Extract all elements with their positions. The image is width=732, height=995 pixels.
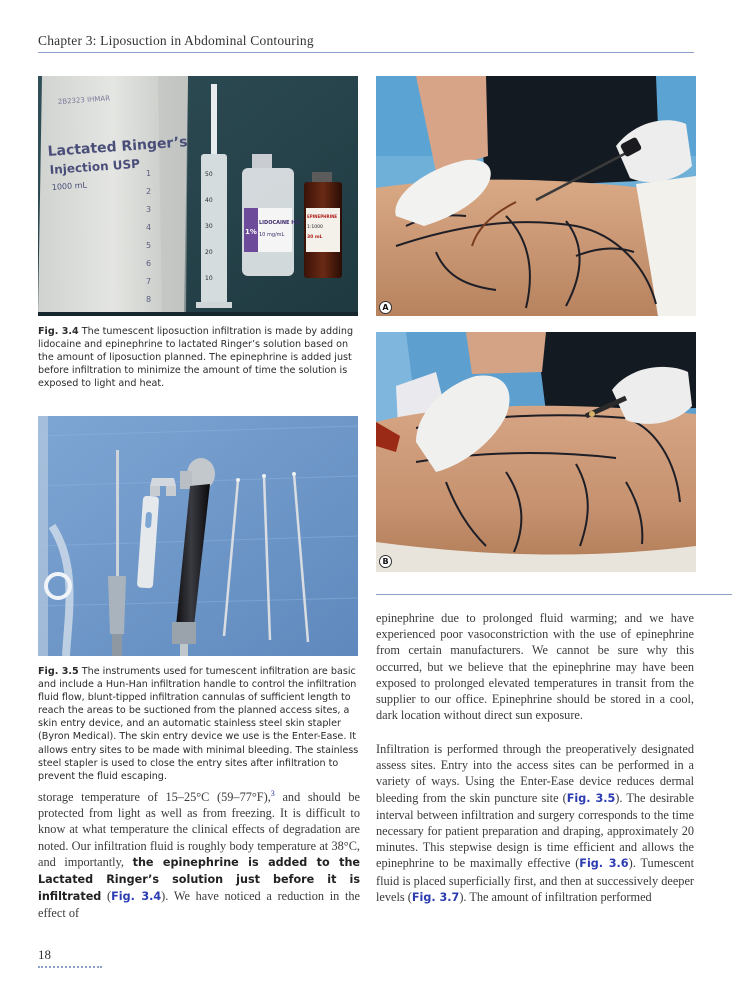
body-right-2-t1: Infiltration is performed through the preoperatively designated assess sites. Entry into the access sites can be performed in a variety of ways. Using the Enter-Ease device reduces dermal bleeding from the skin puncture site ( — [376, 742, 694, 805]
column-rule — [376, 594, 732, 595]
page-number: 18 — [38, 947, 51, 962]
syringe-scale-30: 30 — [205, 223, 213, 230]
fig-3-4-caption-text: The tumescent liposuction infiltration is made by adding lidocaine and epinephrine to lactated Ringer’s solution based on the amount of liposuction planned. The epinephrine is added just before infiltration to minimize the amount of time the solution is exposed to light and heat. — [38, 326, 354, 390]
body-left-paragraph — [38, 789, 360, 922]
lidocaine-conc-text: 10 mg/mL — [259, 232, 285, 238]
bag-scale-2: 2 — [146, 187, 152, 196]
syringe-scale-20: 20 — [205, 249, 213, 256]
footer-rule — [38, 966, 102, 968]
fig-3-5-photo — [38, 416, 358, 656]
body-left-t1: storage temperature of 15–25°C (59–77°F), — [38, 790, 271, 804]
fig-3-6b-badge: B — [379, 555, 392, 568]
header-rule — [38, 52, 694, 53]
bag-brand-text: Lactated Ringer’s — [47, 134, 189, 160]
syringe-scale-50: 50 — [205, 171, 213, 178]
fig-3-4-label: Fig. 3.4 — [38, 326, 79, 337]
syringe-scale-10: 10 — [205, 275, 213, 282]
fig-3-4-caption — [38, 325, 360, 390]
body-right-2-t4: ). The amount of infiltration performed — [459, 889, 652, 904]
body-left-bold: the epinephrine is added to the Lactated Ringer’s solution just before it is infiltrated — [38, 855, 360, 904]
bag-line2-text: Injection USP — [49, 156, 141, 177]
svg-text:2B2323 IHMAR: 2B2323 IHMAR — [57, 94, 111, 106]
epinephrine-name-text: EPINEPHRINE — [307, 214, 338, 219]
body-right-2-t2: ). The desirable interval between infiltration and surgery corresponds to the time necessary for patient preparation and draping, approximately 20 minutes. This stepwise design is time efficient and allows the epinephrine to be maximally effective ( — [376, 790, 694, 871]
fig-3-6a-photo — [376, 76, 696, 316]
bag-scale-6: 6 — [146, 259, 152, 268]
body-right-1-text: epinephrine due to prolonged fluid warming; and we have experienced poor vasoconstriction with the use of epinephrine from certain manufacturers. We cannot be sure why this occurred, but we believe that the epinephrine may have been exposed to prolonged elevated temperatures in transit from the supplier to our office. Epinephrine should be stored in a cool, dark location without direct sun exposure. — [376, 611, 694, 723]
bag-scale-7: 7 — [146, 277, 152, 286]
bag-scale-3: 3 — [146, 205, 152, 214]
syringe-scale-40: 40 — [205, 197, 213, 204]
ref-fig-3-7[interactable]: Fig. 3.7 — [411, 890, 460, 904]
bag-volume-text: 1000 mL — [51, 180, 88, 192]
bag-scale-1: 1 — [146, 169, 152, 178]
body-left-t2: and should be protected from light as well as from freezing. It is difficult to know at what temperature the clinical effects of degradation are noted. Our infiltration fluid is roughly body temperature at 38°C, and importantly, — [38, 790, 360, 869]
bag-scale-4: 4 — [146, 223, 152, 232]
fig-3-4-photo — [38, 76, 358, 316]
body-right-paragraph-1 — [376, 610, 694, 723]
lidocaine-name-text: LIDOCAINE HCl — [259, 220, 301, 226]
body-left-t3: ( — [101, 889, 112, 904]
ref-fig-3-6[interactable]: Fig. 3.6 — [579, 857, 629, 871]
fig-3-5-label: Fig. 3.5 — [38, 666, 79, 677]
fig-3-5-caption-text: The instruments used for tumescent infiltration are basic and include a Hun-Han infiltration handle to control the infiltration fluid flow, blunt-tipped infiltration cannulas of sufficient length to reach the areas to be suctioned from the planned access sites, a skin entry device, and an automatic stainless steel skin stapler (Byron Medical). The skin entry device we use is the Enter-Ease. It allows entry sites to be made with minimal bleeding. The stainless steel stapler is used to close the entry sites after infiltration to prevent the fluid escaping. — [38, 666, 359, 782]
fig-3-5-caption — [38, 665, 360, 783]
fig-3-6a-badge: A — [379, 301, 392, 314]
fig-3-6b-photo — [376, 332, 696, 572]
body-right-2-t3: ). Tumescent fluid is placed superficially first, and then at successively deeper levels ( — [376, 856, 694, 904]
epinephrine-vol-text: 30 mL — [307, 235, 323, 240]
body-right-paragraph-2 — [376, 741, 694, 906]
running-header: Chapter 3: Liposuction in Abdominal Contouring — [38, 33, 314, 48]
epinephrine-conc-text: 1:1000 — [307, 225, 323, 230]
bag-scale-8: 8 — [146, 295, 152, 304]
ref-fig-3-4[interactable]: Fig. 3.4 — [111, 890, 162, 904]
ref-3-superscript[interactable]: 3 — [270, 788, 275, 798]
ref-fig-3-5[interactable]: Fig. 3.5 — [566, 791, 616, 805]
bag-scale-5: 5 — [146, 241, 152, 250]
lidocaine-strength-text: 1% — [245, 228, 257, 236]
body-left-t4: ). We have noticed a reduction in the effect of — [38, 889, 360, 921]
